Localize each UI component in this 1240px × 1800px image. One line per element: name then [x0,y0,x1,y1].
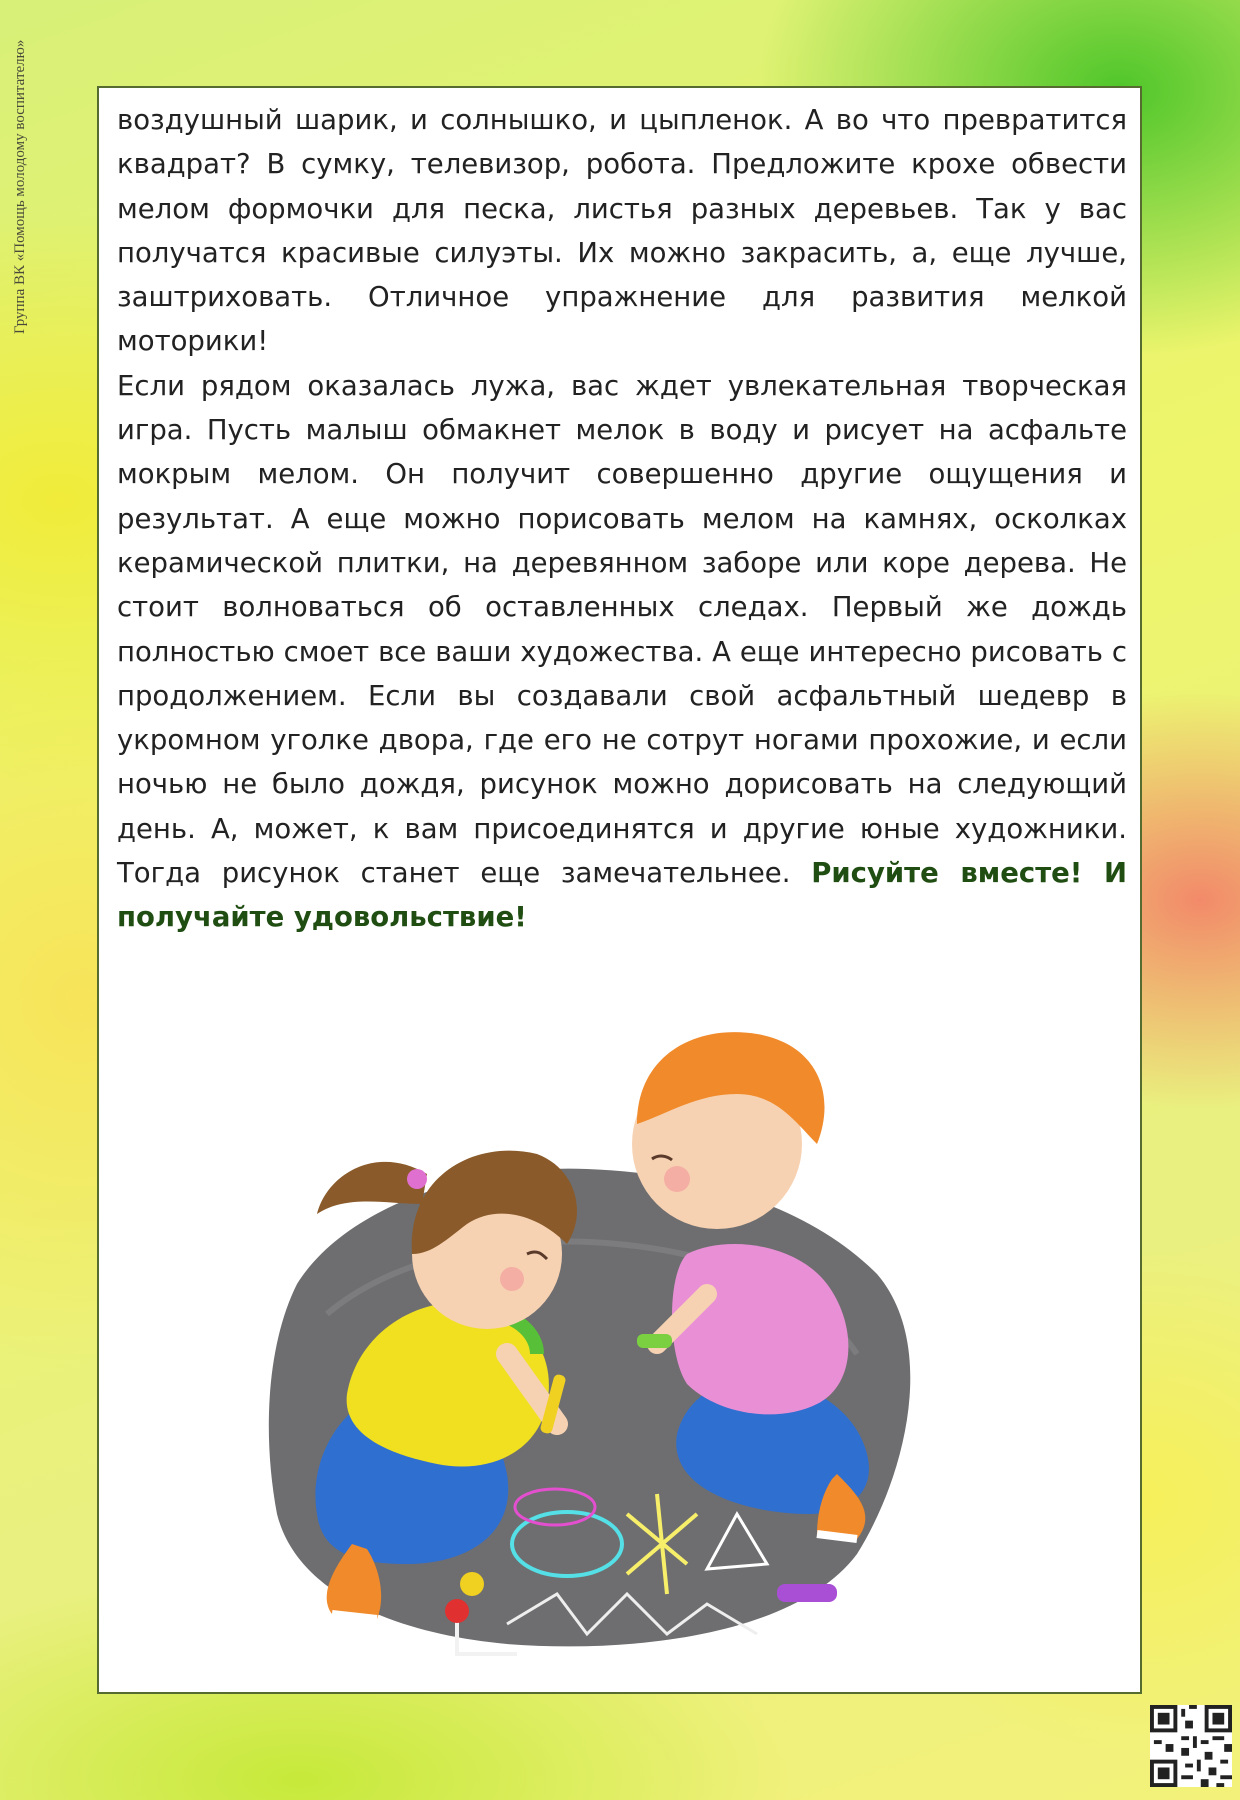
chalk-piece-red [445,1599,469,1623]
chalk-stick-purple [777,1584,837,1602]
children-drawing-with-chalk-illustration [257,954,977,1674]
paragraph-2 [117,364,1127,940]
closing-call-to-action: Рисуйте вместе! И получайте удовольствие! [117,857,1127,934]
article-text [117,98,1127,940]
paragraph-1: воздушный шарик, и солнышко, и цыпленок. А во что превратится квадрат? В сумку, телевизор, робота. Предложите крохе обвести мелом формочки для песка, листья разных деревьев. Так у вас получатся красивые силуэты. Их можно закрасить, а, еще лучше, заштриховать. Отличное упражнение для развития мелкой моторики! [117,104,1127,358]
paragraph-2-text: Если рядом оказалась лужа, вас ждет увлекательная творческая игра. Пусть малыш обмакнет мелок в воду и рисует на асфальте мокрым мелом. Он получит совершенно другие ощущения и результат. А еще можно порисовать мелом на камнях, осколках керамической плитки, на деревянном заборе или коре дерева. Не стоит волноваться об оставленных следах. Первый же дождь полностью смоет все ваши художества. А еще интересно рисовать с продолжением. Если вы создавали свой асфальтный шедевр в укромном уголке двора, где его не сотрут ногами прохожие, и если ночью не было дождя, рисунок можно дорисовать на следующий день. А, может, к вам присоединятся и другие юные художники. Тогда рисунок станет еще замечательнее. [117,369,1127,890]
chalk-piece-yellow [460,1572,484,1596]
qr-code-icon[interactable] [1150,1705,1232,1787]
side-caption: Группа ВК «Помощь молодому воспитателю» [12,40,28,335]
content-box [97,86,1142,1694]
